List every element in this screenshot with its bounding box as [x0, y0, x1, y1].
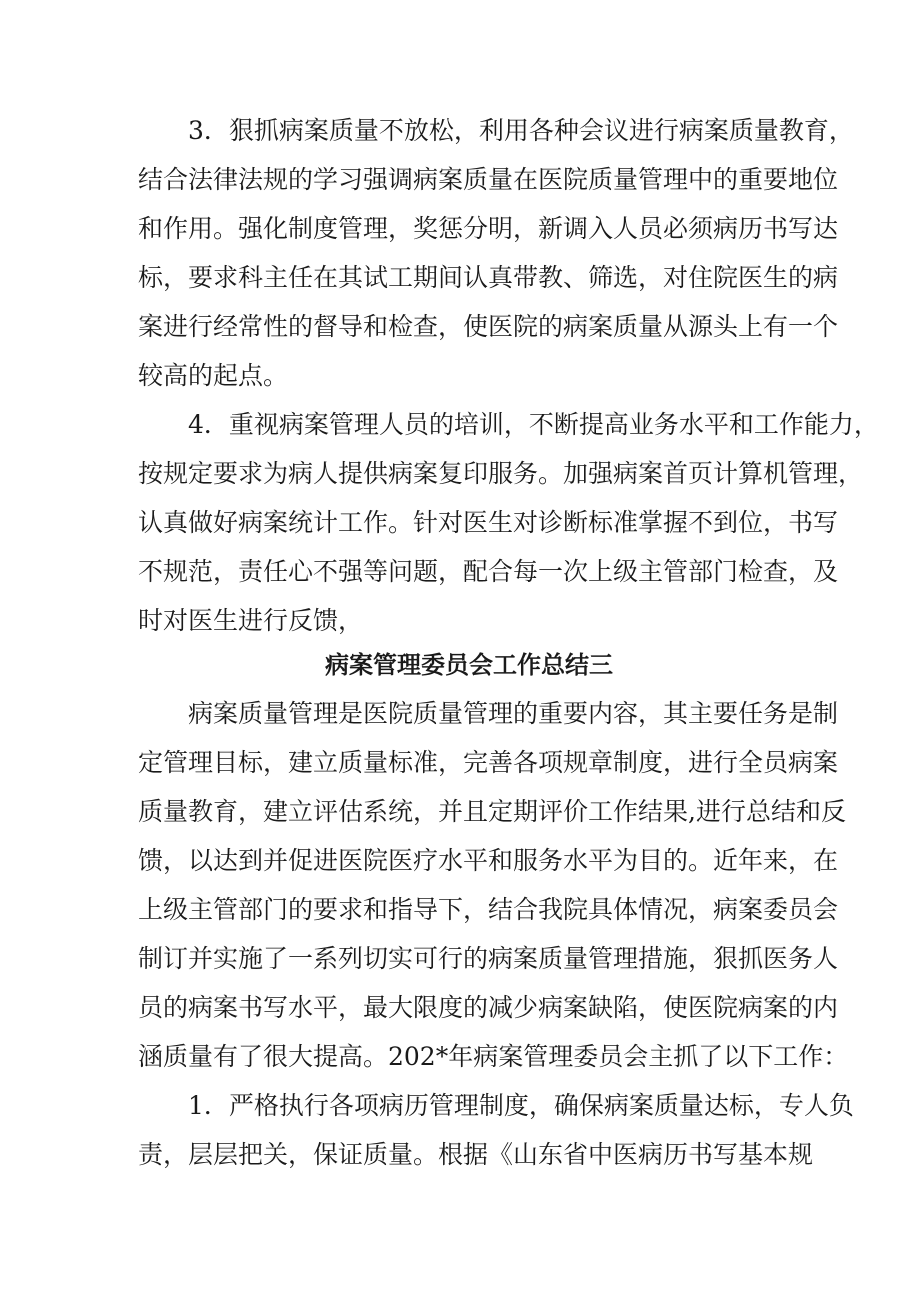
paragraph-3-line-2: 结合法律法规的学习强调病案质量在医院质量管理中的重要地位 [138, 165, 839, 194]
intro-line-4: 馈，以达到并促进医院医疗水平和服务水平为目的。近年来，在 [138, 846, 839, 875]
paragraph-4-line-4: 不规范，责任心不强等问题，配合每一次上级主管部门检查，及 [138, 557, 839, 586]
item-1-line-1: 1．严格执行各项病历管理制度，确保病案质量达标，专人负 [188, 1091, 854, 1120]
item-1-line-2: 责，层层把关，保证质量。根据《山东省中医病历书写基本规 [138, 1140, 814, 1169]
intro-line-7: 员的病案书写水平，最大限度的减少病案缺陷，使医院病案的内 [138, 993, 839, 1022]
paragraph-3-line-6: 较高的起点。 [138, 361, 289, 390]
intro-line-8: 涵质量有了很大提高。202*年病案管理委员会主抓了以下工作： [138, 1042, 849, 1071]
intro-line-2: 定管理目标，建立质量标准，完善各项规章制度，进行全员病案 [138, 748, 839, 777]
paragraph-3-line-5: 案进行经常性的督导和检查，使医院的病案质量从源头上有一个 [138, 312, 839, 341]
intro-line-6: 制订并实施了一系列切实可行的病案质量管理措施，狠抓医务人 [138, 944, 839, 973]
paragraph-3-line-1: 3．狠抓病案质量不放松，利用各种会议进行病案质量教育， [188, 116, 854, 145]
paragraph-3-line-4: 标，要求科主任在其试工期间认真带教、筛选，对住院医生的病 [138, 263, 839, 292]
paragraph-4-line-2: 按规定要求为病人提供病案复印服务。加强病案首页计算机管理， [138, 459, 864, 488]
paragraph-4-line-1: 4．重视病案管理人员的培训，不断提高业务水平和工作能力， [188, 410, 879, 439]
intro-line-1: 病案质量管理是医院质量管理的重要内容，其主要任务是制 [188, 699, 839, 728]
paragraph-3-line-3: 和作用。强化制度管理，奖惩分明，新调入人员必须病历书写达 [138, 214, 839, 243]
intro-line-5: 上级主管部门的要求和指导下，结合我院具体情况，病案委员会 [138, 895, 839, 924]
paragraph-4-line-3: 认真做好病案统计工作。针对医生对诊断标准掌握不到位，书写 [138, 508, 839, 537]
paragraph-4-line-5: 时对医生进行反馈， [138, 606, 364, 635]
section-heading: 病案管理委员会工作总结三 [325, 651, 613, 679]
intro-line-3: 质量教育，建立评估系统，并且定期评价工作结果,进行总结和反 [138, 797, 846, 826]
